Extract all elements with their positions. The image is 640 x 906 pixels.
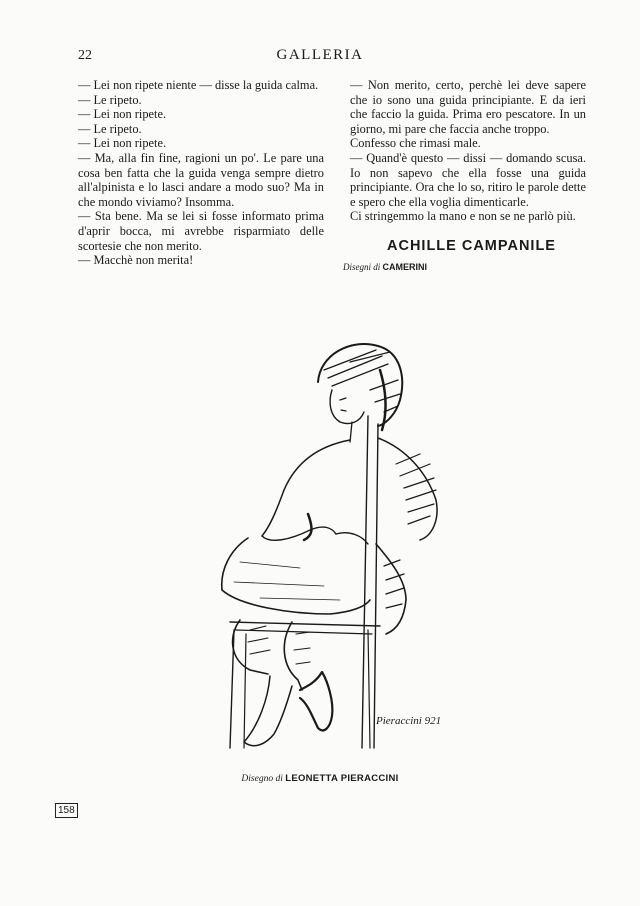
folio-number: 158 — [55, 803, 78, 818]
paragraph: Confesso che rimasi male. — [350, 136, 481, 151]
artist-signature: Pieraccini 921 — [376, 715, 442, 727]
illustration-caption — [0, 773, 640, 784]
caption-prefix: Disegno di — [241, 774, 283, 784]
paragraph: — Quand'è questo — dissi — domando scusa. Io non sapevo che ella fosse una guida principiante. Ora che lo so, ritiro le parole dette e spero che ella voglia dimenticarle. — [350, 150, 586, 209]
paragraph: — Ma, alla fin fine, ragioni un po'. Le pare una cosa ben fatta che la guida venga sempre dietro all'alpinista e lo lasci andare a modo suo? Ma in che mondo viviamo? Insomma. — [78, 150, 324, 209]
credit-name: CAMERINI — [382, 262, 427, 272]
paragraph: — Sta bene. Ma se lei si fosse informato prima d'aprir bocca, mi avrebbe risparmiato delle scortesie che non merito. — [78, 209, 324, 253]
paragraph: — Lei non ripete. — [78, 107, 167, 122]
article-column-right — [350, 78, 586, 224]
drawings-credit — [343, 262, 427, 272]
paragraph: — Le ripeto. — [78, 92, 142, 107]
paragraph: — Macchè non merita! — [78, 253, 194, 268]
seated-woman-illustration — [200, 330, 460, 760]
paragraph: — Non merito, certo, perchè lei deve sapere che io sono una guida principiante. E da ieri che faccio la guida. Prima ero pescatore. In un giorno, mi pare che faccia anche troppo. — [350, 78, 586, 136]
credit-prefix: Disegni di — [343, 262, 381, 272]
running-head: GALLERIA — [276, 47, 364, 63]
paragraph: — Le ripeto. — [78, 121, 142, 136]
author-byline: ACHILLE CAMPANILE — [387, 238, 556, 254]
paragraph: — Lei non ripete. — [78, 136, 167, 151]
paragraph: Ci stringemmo la mano e non se ne parlò più. — [350, 209, 576, 224]
page-number: 22 — [78, 48, 92, 63]
article-column-left — [78, 78, 324, 268]
paragraph: — Lei non ripete niente — disse la guida calma. — [78, 78, 319, 92]
caption-name: LEONETTA PIERACCINI — [285, 773, 399, 784]
